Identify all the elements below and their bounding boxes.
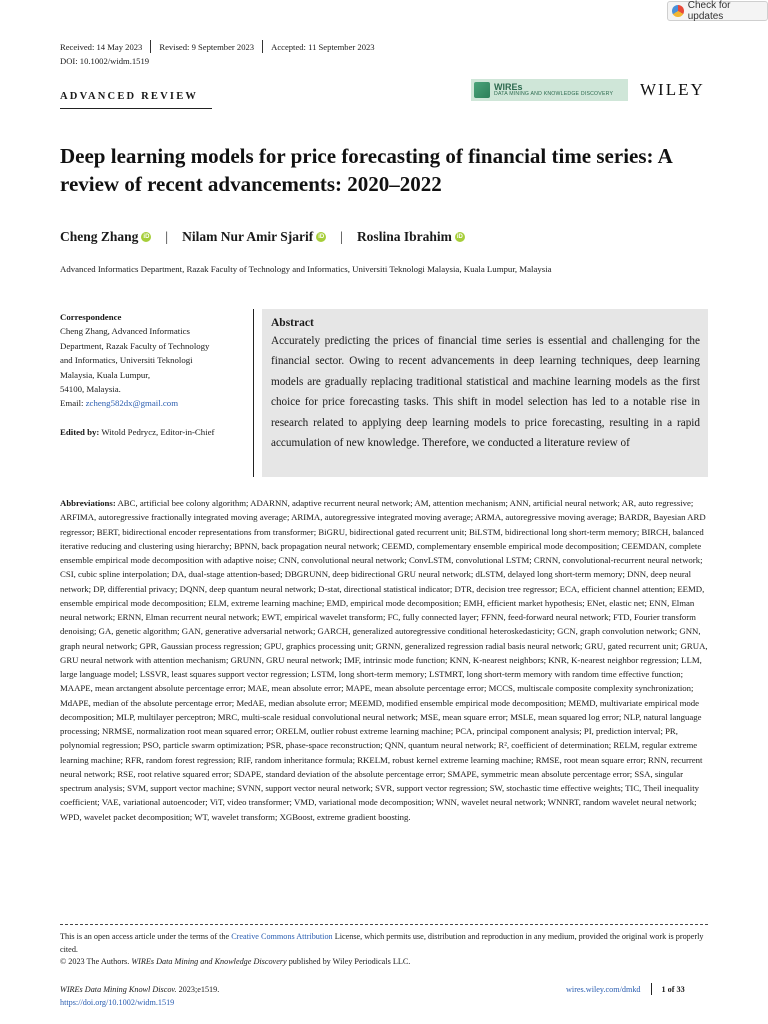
- email-label: Email:: [60, 398, 84, 409]
- footer-citation: [60, 983, 219, 1009]
- abstract-text: Accurately predicting the prices of financial time series is essential and challenging for the financial sector. Owing to recent advancements in deep learning techniques, deep learning models are gradually replacing traditional statistical and machine learning models as the first choice for price forecasting tasks. This shift in model selection has led to a notable rise in research related to applying deep learning models to price forecasting, resulting in a rapid accumulation of new knowledge. Therefore, we conducted a literature review of: [271, 335, 700, 450]
- email-link[interactable]: zcheng582dx@gmail.com: [85, 398, 179, 409]
- journal-logo-name: WIREs: [494, 81, 523, 92]
- column-divider: [253, 309, 254, 477]
- doi: DOI: 10.1002/widm.1519: [60, 56, 150, 66]
- edited-by: [60, 425, 246, 439]
- edited-by-label: Edited by:: [60, 427, 100, 437]
- article-title: Deep learning models for price forecasting of financial time series: A review of recent advancements: 2020–2022: [60, 144, 672, 196]
- correspondence-line: 54100, Malaysia.: [60, 384, 121, 395]
- license-notice: [60, 931, 708, 957]
- divider: [651, 983, 652, 995]
- edited-by-text: Witold Pedrycz, Editor-in-Chief: [101, 427, 215, 437]
- orcid-icon[interactable]: iD: [456, 234, 463, 240]
- author-list: [60, 229, 465, 245]
- revised-date: Revised: 9 September 2023: [159, 41, 255, 52]
- orcid-icon[interactable]: iD: [143, 234, 150, 240]
- section-label: ADVANCED REVIEW: [60, 91, 199, 102]
- footer-citation-rest: 2023;e1519.: [176, 985, 220, 994]
- footnote-divider: [60, 924, 708, 925]
- copyright-pre: © 2023 The Authors.: [60, 957, 132, 966]
- correspondence-line: Cheng Zhang, Advanced Informatics: [60, 326, 190, 337]
- footer-journal: WIREs Data Mining Knowl Discov.: [60, 985, 177, 994]
- copyright-post: published by Wiley Periodicals LLC.: [286, 957, 411, 966]
- copyright-journal: WIREs Data Mining and Knowledge Discovery: [131, 957, 287, 966]
- author-name[interactable]: Nilam Nur Amir Sjarif: [182, 229, 314, 244]
- abstract-box: [262, 309, 708, 477]
- correspondence: [60, 310, 246, 411]
- article-dates: [60, 40, 375, 53]
- crossmark-icon: [672, 5, 684, 17]
- journal-logo-subtitle: DATA MINING AND KNOWLEDGE DISCOVERY: [494, 90, 614, 97]
- publisher-logo: WILEY: [640, 80, 705, 99]
- author-separator: |: [165, 229, 169, 244]
- journal-site-link[interactable]: wires.wiley.com/dmkd: [566, 984, 641, 994]
- abbreviations: [60, 496, 708, 824]
- abbreviations-label: Abbreviations:: [60, 498, 116, 508]
- license-text-post: License, which permits use, distribution and reproduction in any medium, provided the original work is properly cited.: [60, 932, 704, 954]
- divider: [262, 40, 263, 53]
- orcid-icon[interactable]: iD: [318, 234, 325, 240]
- affiliation: Advanced Informatics Department, Razak Faculty of Technology and Informatics, Universiti Teknologi Malaysia, Kuala Lumpur, Malaysia: [60, 264, 552, 274]
- footer-right: [566, 983, 685, 995]
- section-underline: [60, 108, 212, 109]
- wires-logo-icon: [474, 82, 490, 98]
- journal-logo: [471, 79, 628, 101]
- divider: [150, 40, 151, 53]
- accepted-date: Accepted: 11 September 2023: [271, 41, 375, 52]
- author-name[interactable]: Cheng Zhang: [60, 229, 139, 244]
- correspondence-heading: Correspondence: [60, 312, 122, 322]
- creative-commons-link[interactable]: Creative Commons Attribution: [231, 932, 333, 941]
- copyright: [60, 957, 410, 966]
- author-separator: |: [340, 229, 343, 244]
- check-for-updates-label: Check for updates: [687, 0, 731, 22]
- abbreviations-text: ABC, artificial bee colony algorithm; ADARNN, adaptive recurrent neural network; AM, attention mechanism; ANN, artificial neural network; AR, auto regressive; ARFIMA, autoregressive fractionally integrated moving average; ARIMA, autoregressive integrated moving average; ARMA, autoregressive moving average; BARDR, Bayesian ARD regressor; BERT, bidirectional encoder representations from transformer; BiGRU, bidirectional gated recurrent unit; BiLSTM, bidirectional long short-term memory; BIRCH, balanced iterative reducing and clustering using hierarchy; BPNN, back propagation neural network; CEEMD, complementary ensemble empirical mode decomposition; CEEMDAN, complete ensemble empirical mode decomposition with adaptive noise; CNN, convolutional neural network; ConvLSTM, convolutional LSTM; CRNN, convolutional-recurrent neural network; CSI, cubic spline interpolation; DA, dual-stage attention-based; DBGRUNN, deep bidirectional GRU neural network; dLSTM, delayed long short-term memory; DNN, deep neural network; DP, differential privacy; DQNN, deep quantum neural network; D-stat, directional statistical indicator; DTR, decision tree regressor; ECA, efficient channel attention; EEMD, ensemble empirical mode decomposition; ELM, extreme learning machine; EMD, empirical mode decomposition; EMH, efficient market hypothesis; ENet, elastic net; ENN, Elman neural network; ERNN, Elman recurrent neural network; EWT, empirical wavelet transform; FC, fully connected layer; FFNN, feed-forward neural network; FTD, Fourier transform denoising; GA, genetic algorithm; GAN, generative adversarial network; GARCH, generalized autoregressive conditional heteroskedasticity; GCN, graph convolution network; GNN, graph neural network; GPR, Gaussian process regression; GPU, graphics processing unit; GRNN, generalized regression radial basis neural network; GRU, gated recurrent unit; GRUA, GRU neural network with attention mechanism; GRUNN, GRU neural network; IMF, intrinsic mode function; KNN, K-nearest neighbors; KNR, K-nearest neighbor regression; LLM, large language model; LSSVR, least squares support vector regression; LSTM, long short-term memory; LSTMRT, long short-term memory with random time effective function; MAAPE, mean arctangent absolute percentage error; MAE, mean absolute error; MAPE, mean absolute percentage error; MCCS, multiscale composite complexity synchronization; MdAPE, median of the absolute percentage error; MedAE, median absolute error; MEEMD, modified ensemble empirical mode decomposition; MEMD, multivariate empirical mode decomposition; MLP, multilayer perceptron; MRC, multi-scale residual convolutional neural network; MSE, mean square error; MSLE, mean squared log error; NLP, natural language processing; NRMSE, normalization root mean squared error; ORELM, outlier robust extreme learning machine; PCA, principal component analysis; PI, prediction interval; PR, polynomial regression; PSO, particle swarm optimization; PSR, phase-space reconstruction; QNN, quantum neural network; R², coefficient of determination; RELM, regular extreme learning machine; RFR, random forest regression; RIF, random inheritance formula; RKELM, robust kernel extreme learning machine; RMSE, root mean square error; RNN, recurrent neural network; RSE, root relative squared error; SDAPE, standard deviation of the absolute percentage error; SMAPE, symmetric mean absolute percentage error; SSA, singular spectrum analysis; SVM, support vector machine; SVNN, support vector neural network; SVR, support vector regression; SW, stochastic time effective weights; TIC, Theil inequality coefficient; VAE, variational autoencoder; ViT, video transformer; VMD, variational mode decomposition; WNN, wavelet neural network; WNNRT, random wavelet neural network; WPD, wavelet packet decomposition; WT, wavelet transform; XGBoost, extreme gradient boosting.: [60, 498, 708, 822]
- license-text-pre: This is an open access article under the terms of the: [60, 932, 232, 941]
- page-number: 1 of 33: [661, 984, 685, 994]
- correspondence-line: Department, Razak Faculty of Technology: [60, 340, 210, 351]
- received-date: Received: 14 May 2023: [60, 41, 143, 52]
- footer-doi-link[interactable]: https://doi.org/10.1002/widm.1519: [60, 998, 175, 1007]
- abstract-heading: Abstract: [271, 317, 314, 329]
- check-for-updates-button[interactable]: [667, 1, 768, 21]
- correspondence-line: Malaysia, Kuala Lumpur,: [60, 369, 151, 380]
- author-name[interactable]: Roslina Ibrahim: [356, 229, 452, 244]
- correspondence-line: and Informatics, Universiti Teknologi: [60, 355, 193, 366]
